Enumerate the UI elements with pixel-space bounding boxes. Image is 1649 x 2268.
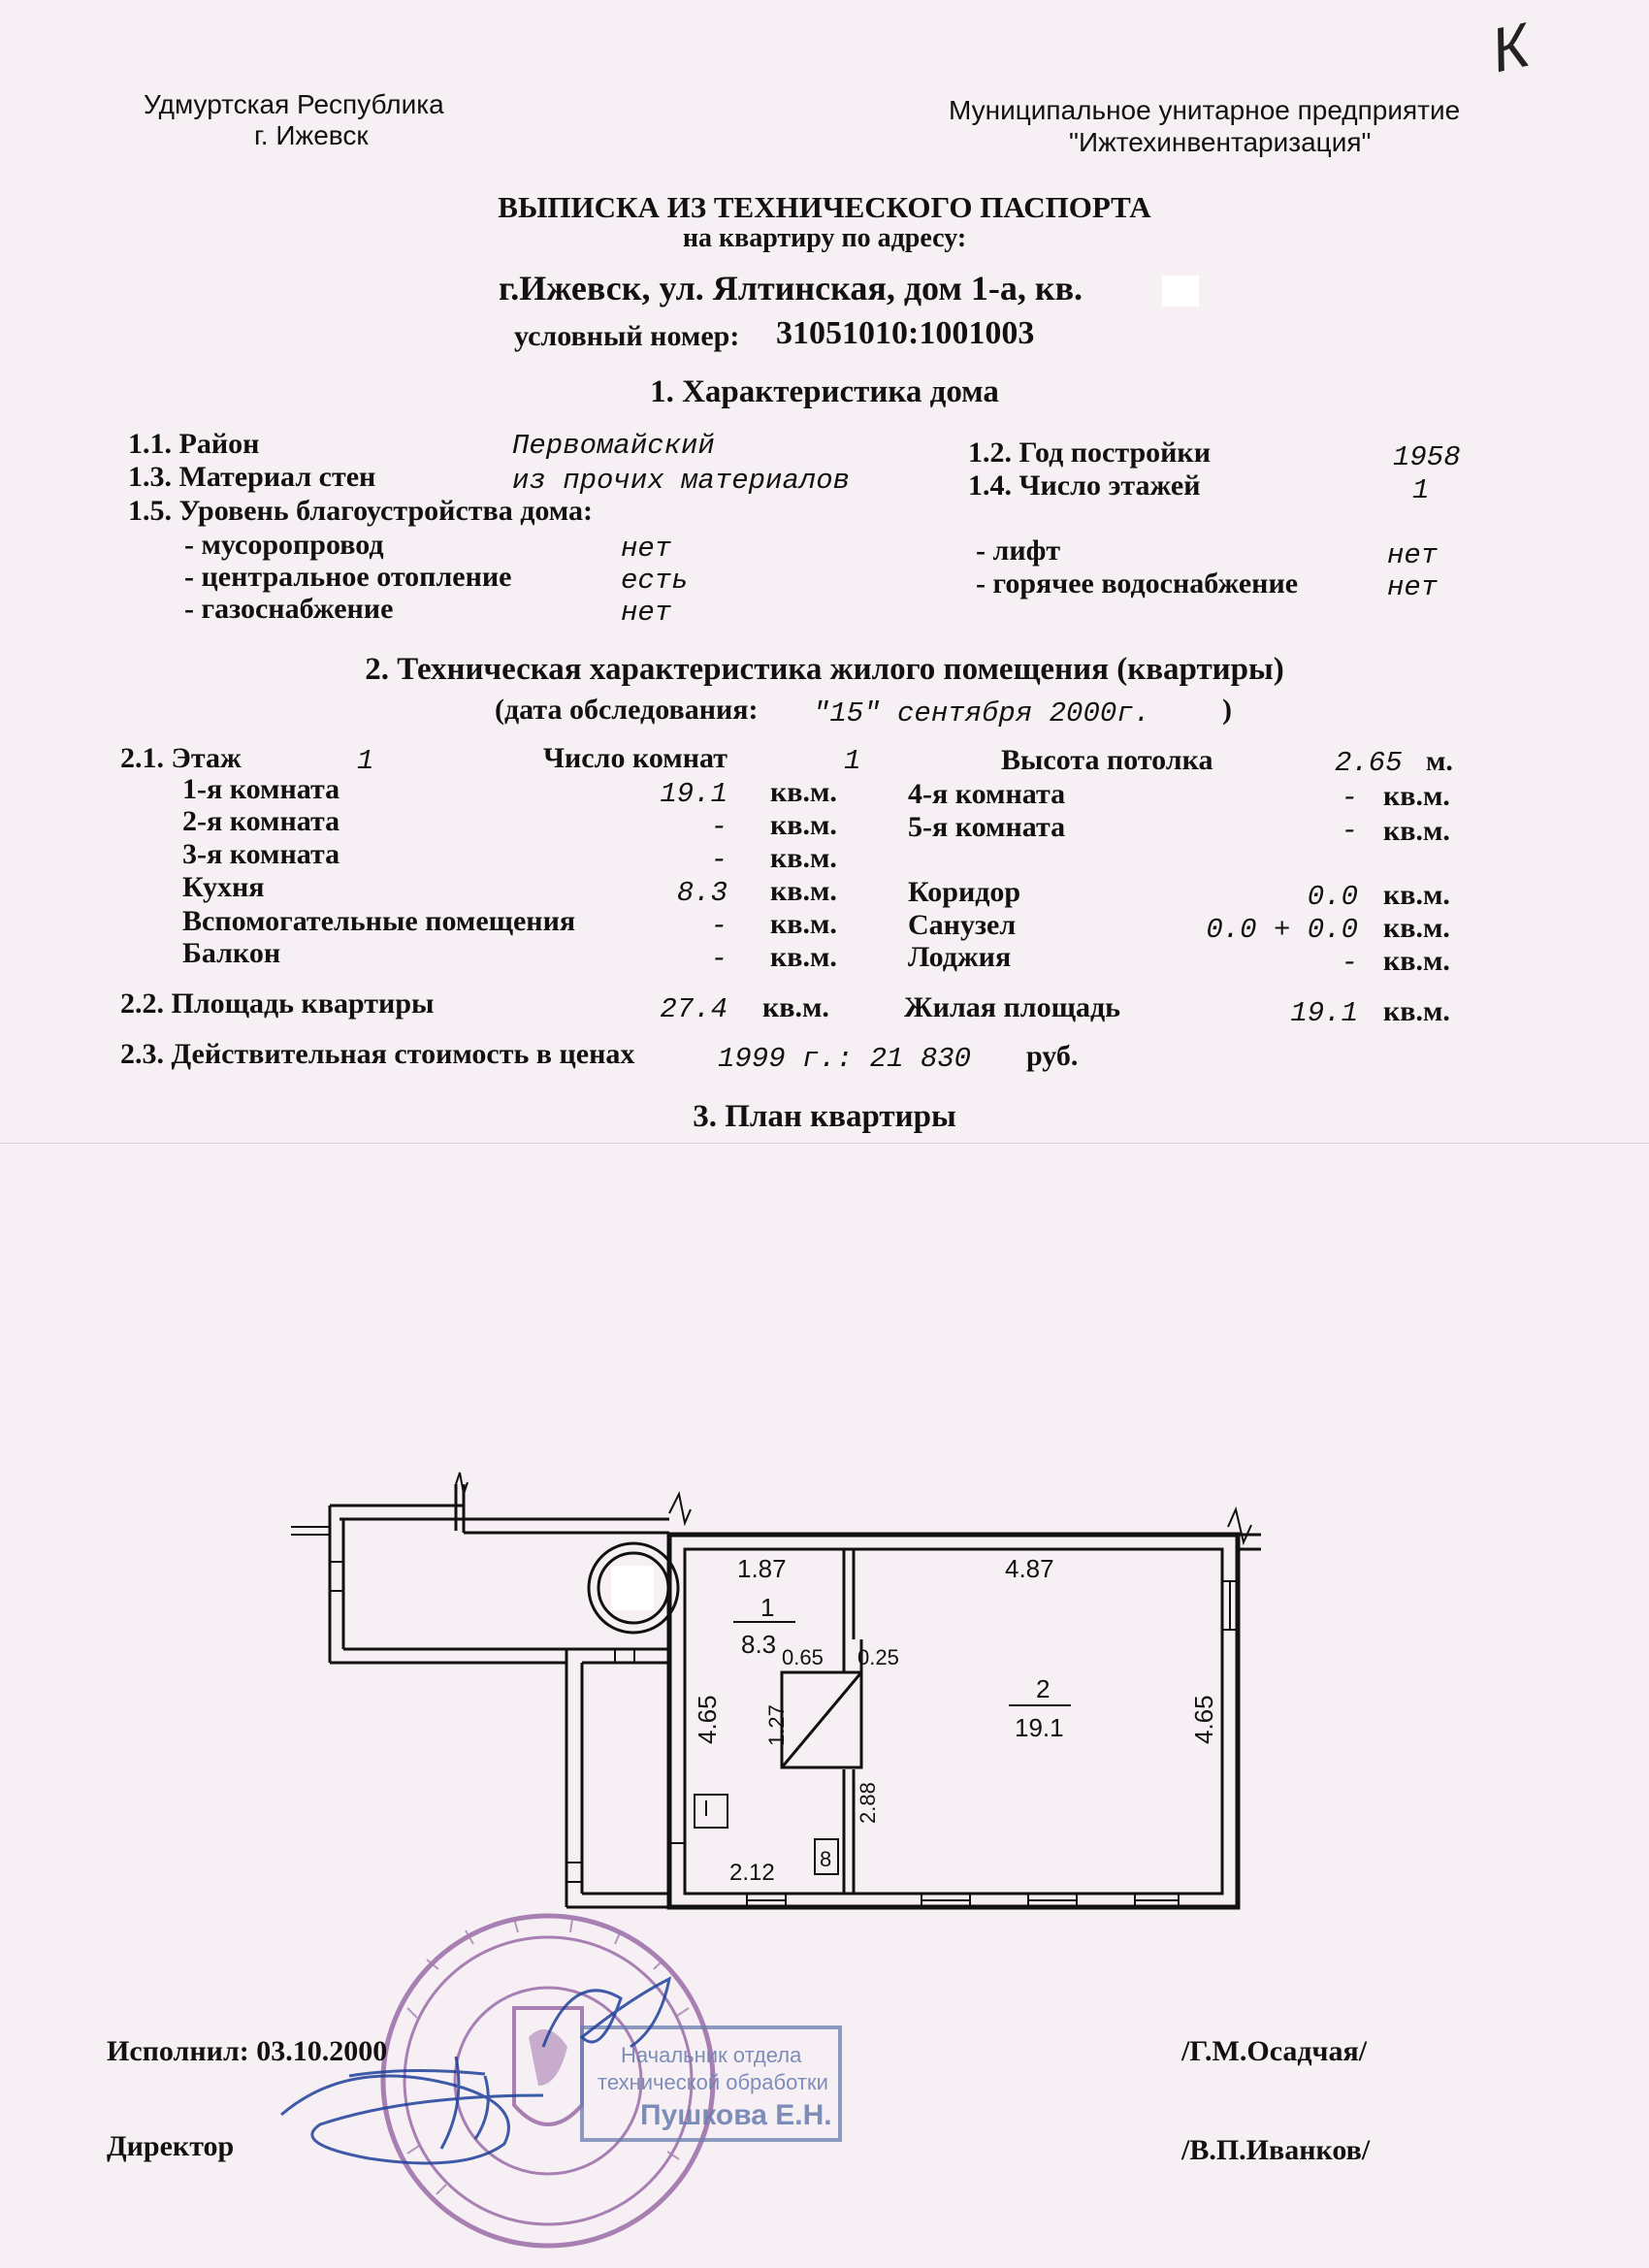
box-stamp-line3: Пушкова Е.Н. [640, 2099, 832, 2131]
row-unit: кв.м. [770, 842, 837, 874]
living-area-unit: кв.м. [1383, 995, 1450, 1027]
row-label: Вспомогательные помещения [182, 905, 576, 937]
corner-mark: К [1484, 9, 1536, 86]
gas-label: - газоснабжение [184, 593, 394, 625]
apartment-area-unit: кв.м. [762, 991, 829, 1023]
living-area-value: 19.1 [1290, 997, 1358, 1029]
hotwater-label: - горячее водоснабжение [976, 567, 1299, 599]
bathroom-value: 0.0 + 0.0 [1206, 914, 1358, 946]
row-label: 2-я комната [182, 805, 340, 837]
plan-room-number: 2 [1036, 1674, 1051, 1703]
ceiling-unit: м. [1426, 745, 1453, 777]
plan-dim-065: 0.65 [782, 1645, 824, 1669]
signature-director [281, 2057, 543, 2163]
ceiling-value: 2.65 [1335, 747, 1403, 779]
survey-date-value: "15" сентября 2000г. [813, 697, 1151, 729]
row-value: - [710, 910, 728, 942]
director-name: /В.П.Иванков/ [1181, 2134, 1371, 2166]
floor-label: 2.1. Этаж [120, 742, 242, 774]
conditional-number-label: условный номер: [514, 320, 740, 352]
floor-value: 1 [357, 745, 374, 777]
row-label: 1-я комната [182, 773, 340, 805]
rooms-count-label: Число комнат [543, 742, 728, 774]
row-label: 3-я комната [182, 838, 340, 870]
row-unit: кв.м. [770, 908, 837, 940]
floors-value: 1 [1412, 474, 1430, 506]
plan-room-area: 19.1 [1015, 1713, 1064, 1742]
section2-title: 2. Техническая характеристика жилого помещения (квартиры) [365, 652, 1284, 687]
district-value: Первомайский [512, 430, 715, 462]
row-value: 8.3 [676, 877, 728, 909]
heating-label: - центральное отопление [184, 561, 512, 593]
plan-dim-127: 1.27 [764, 1704, 789, 1746]
conditional-number-value: 31051010:1001003 [776, 315, 1035, 351]
gas-value: нет [621, 597, 672, 629]
section3-title: 3. План квартиры [693, 1099, 956, 1134]
plan-kitchen-number: 1 [760, 1593, 775, 1622]
survey-date-suffix: ) [1222, 694, 1232, 726]
walls-value: из прочих материалов [512, 465, 851, 497]
address: г.Ижевск, ул. Ялтинская, дом 1-а, кв. [499, 269, 1083, 308]
room5-label: 5-я комната [908, 811, 1066, 843]
apartment-area-label: 2.2. Площадь квартиры [120, 988, 435, 1020]
header-right-line1: Муниципальное унитарное предприятие [949, 95, 1461, 125]
plan-kitchen-area: 8.3 [741, 1630, 777, 1659]
box-stamp-line2: технической обработки [598, 2070, 828, 2094]
bathroom-unit: кв.м. [1383, 912, 1450, 944]
director-label: Директор [107, 2130, 235, 2162]
row-unit: кв.м. [770, 776, 837, 808]
cost-unit: руб. [1026, 1040, 1079, 1072]
cost-value: 1999 г.: 21 830 [718, 1043, 972, 1075]
hotwater-value: нет [1387, 571, 1439, 603]
living-area-label: Жилая площадь [904, 991, 1120, 1023]
plan-dim-288: 2.88 [856, 1782, 880, 1824]
garbage-value: нет [621, 533, 672, 565]
row-label: Кухня [182, 871, 265, 903]
loggia-unit: кв.м. [1383, 945, 1450, 977]
row-unit: кв.м. [770, 941, 837, 973]
loggia-value: - [1341, 947, 1358, 979]
year-value: 1958 [1393, 441, 1461, 473]
apartment-area-value: 27.4 [660, 993, 728, 1025]
lift-label: - лифт [976, 535, 1061, 567]
row-value: - [710, 943, 728, 975]
year-label: 1.2. Год постройки [968, 437, 1212, 469]
loggia-label: Лоджия [908, 941, 1012, 973]
corridor-value: 0.0 [1307, 881, 1358, 913]
row-value: - [710, 811, 728, 843]
row-value: 19.1 [660, 778, 728, 810]
plan-depth-left: 4.65 [693, 1695, 722, 1744]
garbage-label: - мусоропровод [184, 529, 384, 561]
row-label: Балкон [182, 937, 281, 969]
header-left-line1: Удмуртская Республика [144, 89, 444, 119]
room4-unit: кв.м. [1383, 780, 1450, 812]
plan-stove-mark: 8 [820, 1847, 832, 1871]
document-title: ВЫПИСКА ИЗ ТЕХНИЧЕСКОГО ПАСПОРТА [498, 190, 1151, 224]
header-left-line2: г. Ижевск [254, 120, 369, 150]
document-subtitle: на квартиру по адресу: [682, 223, 967, 253]
bathroom-label: Санузел [908, 909, 1017, 941]
amenities-label: 1.5. Уровень благоустройства дома: [128, 495, 594, 527]
corridor-unit: кв.м. [1383, 879, 1450, 911]
plan-kitchen-width: 1.87 [737, 1554, 787, 1583]
row-unit: кв.м. [770, 809, 837, 841]
plan-dim-212: 2.12 [729, 1860, 775, 1886]
plan-room-width: 4.87 [1005, 1554, 1054, 1583]
district-label: 1.1. Район [128, 428, 260, 460]
box-stamp-line1: Начальник отдела [621, 2043, 802, 2067]
floors-label: 1.4. Число этажей [968, 470, 1201, 502]
row-unit: кв.м. [770, 875, 837, 907]
survey-date-prefix: (дата обследования: [495, 694, 759, 726]
heating-value: есть [621, 565, 689, 597]
ceiling-label: Высота потолка [1001, 744, 1213, 776]
corridor-label: Коридор [908, 876, 1021, 908]
row-value: - [710, 844, 728, 876]
plan-depth-right: 4.65 [1189, 1695, 1218, 1744]
executed-label: Исполнил: 03.10.2000 [107, 2035, 388, 2067]
walls-label: 1.3. Материал стен [128, 461, 376, 493]
lift-value: нет [1387, 539, 1439, 571]
room5-value: - [1341, 815, 1358, 847]
rooms-count-value: 1 [844, 745, 861, 777]
room5-unit: кв.м. [1383, 815, 1450, 847]
section1-title: 1. Характеристика дома [650, 374, 999, 409]
room4-label: 4-я комната [908, 778, 1066, 810]
header-right-line2: "Ижтехинвентаризация" [1069, 127, 1372, 157]
plan-dim-025: 0.25 [857, 1645, 899, 1669]
cost-label: 2.3. Действительная стоимость в ценах [120, 1038, 635, 1070]
executed-name: /Г.М.Осадчая/ [1181, 2035, 1368, 2067]
room4-value: - [1341, 782, 1358, 814]
